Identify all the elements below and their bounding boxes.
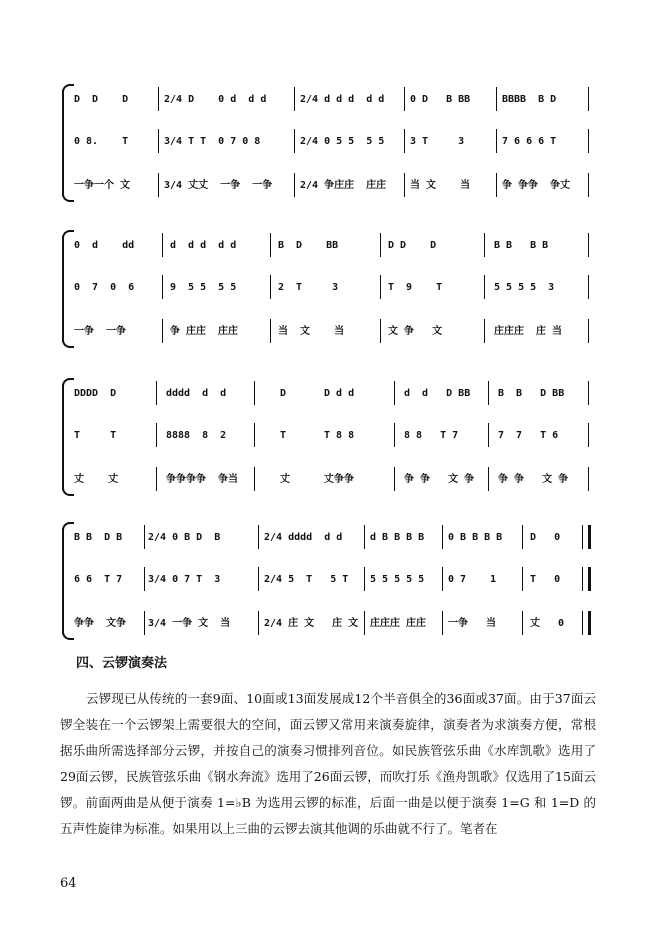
score-row (74, 614, 594, 634)
barline (394, 423, 395, 447)
barline (254, 381, 255, 405)
measure: D D D (74, 94, 129, 105)
measure: 争 庄庄 庄庄 (170, 326, 239, 337)
barline (380, 233, 381, 257)
measure: 0 7 0 6 (74, 282, 135, 293)
barline (588, 319, 589, 343)
barline (270, 233, 271, 257)
barline (484, 233, 485, 257)
score-row (74, 90, 594, 110)
barline (144, 567, 145, 591)
final-barline (588, 567, 591, 591)
barline (588, 173, 589, 197)
measure: d B B B B (370, 532, 425, 543)
barline (364, 525, 365, 549)
measure: 争 争 文 争 (498, 474, 569, 485)
measure: 庄庄庄 庄 当 (494, 326, 563, 337)
barline (258, 525, 259, 549)
barline (588, 233, 589, 257)
barline (442, 525, 443, 549)
measure: 0 7 1 (448, 574, 497, 585)
barline (380, 319, 381, 343)
barline (294, 129, 295, 153)
barline (294, 87, 295, 111)
measure: 2 T 3 (278, 282, 339, 293)
measure: 争争 文争 (74, 618, 127, 629)
system-brace (62, 90, 72, 196)
measure: BBBB B D (502, 94, 557, 105)
barline (588, 275, 589, 299)
score-system-2 (62, 230, 594, 350)
score-system-3 (62, 378, 594, 498)
measure: 丈争争 (324, 474, 354, 485)
measure: 一争 当 (448, 618, 497, 629)
score-row (74, 384, 594, 404)
score-row (74, 426, 594, 446)
barline (258, 611, 259, 635)
barline (158, 129, 159, 153)
barline (144, 611, 145, 635)
measure: 0 d dd (74, 240, 135, 251)
section-heading: 四、云锣演奏法 (76, 656, 168, 671)
barline (162, 233, 163, 257)
measure: 2/4 争庄庄 庄庄 (300, 180, 387, 191)
body-text (60, 686, 596, 842)
barline (522, 611, 523, 635)
barline (270, 275, 271, 299)
measure: 0 B B B B (448, 532, 503, 543)
measure: 争争争争 争当 (166, 474, 239, 485)
barline (522, 525, 523, 549)
measure: 2/4 dddd d d (264, 532, 343, 543)
barline (496, 173, 497, 197)
measure: 丈 0 (530, 618, 565, 629)
measure: T (280, 430, 287, 441)
measure: 文 争 文 (388, 326, 443, 337)
measure: T 9 T (388, 282, 443, 293)
measure: 当 文 当 (278, 326, 345, 337)
measure: 2/4 5 T 5 T (264, 574, 349, 585)
barline (294, 173, 295, 197)
barline (588, 423, 589, 447)
barline (404, 173, 405, 197)
measure: T 8 8 (324, 430, 355, 441)
score-row (74, 278, 594, 298)
barline (156, 381, 157, 405)
measure: 3/4 丈丈 一争 一争 (164, 180, 273, 191)
barline (364, 567, 365, 591)
barline (394, 381, 395, 405)
measure: T T (74, 430, 117, 441)
barline (158, 87, 159, 111)
system-brace (62, 384, 72, 490)
measure: 丈 (280, 474, 290, 485)
measure: 2/4 0 5 5 5 5 (300, 136, 385, 147)
measure: B B D B (74, 532, 123, 543)
measure: 争 争争 争丈 (502, 180, 571, 191)
measure: D (280, 388, 287, 399)
measure: 9 5 5 5 5 (170, 282, 237, 293)
barline (588, 467, 589, 491)
measure: 3/4 T T 0 7 0 8 (164, 136, 261, 147)
barline (588, 129, 589, 153)
measure: 一争 一争 (74, 326, 127, 337)
measure: 8 8 T 7 (404, 430, 459, 441)
measure: 7 6 6 6 T (502, 136, 557, 147)
measure: D d d (324, 388, 355, 399)
measure: 6 6 T 7 (74, 574, 123, 585)
measure: 8888 8 2 (166, 430, 227, 441)
barline (404, 87, 405, 111)
score-row (74, 236, 594, 256)
barline (258, 567, 259, 591)
measure: d d D BB (404, 388, 471, 399)
barline (156, 423, 157, 447)
measure: D 0 (530, 532, 561, 543)
barline (488, 381, 489, 405)
barline (254, 423, 255, 447)
measure: 0 D B BB (410, 94, 471, 105)
measure: 2/4 0 B D B (148, 532, 221, 543)
page-number: 64 (60, 876, 77, 891)
barline (158, 173, 159, 197)
score-row (74, 528, 594, 548)
score-system-1 (62, 84, 594, 204)
measure: T 0 (530, 574, 561, 585)
barline (484, 275, 485, 299)
barline (394, 467, 395, 491)
measure: 5 5 5 5 5 (370, 574, 425, 585)
measure: 7 7 T 6 (498, 430, 559, 441)
barline (162, 319, 163, 343)
measure: 5 5 5 5 3 (494, 282, 555, 293)
barline (588, 87, 589, 111)
measure: 争 争 文 争 (404, 474, 475, 485)
barline (144, 525, 145, 549)
measure: 2/4 庄 文 庄 文 (264, 618, 359, 629)
barline (270, 319, 271, 343)
score-row (74, 176, 594, 196)
measure: 当 文 当 (410, 180, 471, 191)
measure: 丈 丈 (74, 474, 119, 485)
measure: D D D (388, 240, 437, 251)
system-brace (62, 236, 72, 342)
measure: 3/4 0 7 T 3 (148, 574, 221, 585)
measure: 3/4 一争 文 当 (148, 618, 231, 629)
measure: B D BB (278, 240, 339, 251)
barline (522, 567, 523, 591)
barline (488, 467, 489, 491)
measure: 3 T 3 (410, 136, 465, 147)
final-barline (588, 525, 591, 549)
measure: dddd d d (166, 388, 227, 399)
score-row (74, 470, 594, 490)
measure: 2/4 D 0 d d d (164, 94, 267, 105)
barline (496, 87, 497, 111)
measure: B B D BB (498, 388, 565, 399)
measure: DDDD D (74, 388, 117, 399)
barline (488, 423, 489, 447)
score-row (74, 322, 594, 342)
measure: 一争一个 文 (74, 180, 131, 191)
barline (496, 129, 497, 153)
barline (380, 275, 381, 299)
final-barline (588, 611, 591, 635)
score-system-4 (62, 522, 594, 642)
barline (484, 319, 485, 343)
barline (588, 381, 589, 405)
barline (442, 611, 443, 635)
score-row (74, 132, 594, 152)
measure: 0 8. T (74, 136, 129, 147)
barline (404, 129, 405, 153)
paragraph: 云锣现已从传统的一套9面、10面或13面发展成12个半音俱全的36面或37面。由于37面云锣全装在一个云锣架上需要很大的空间，面云锣又常用来演奏旋律，演奏者为求演奏方便，常根据乐曲所需选择部分云锣，并按自己的演奏习惯排列音位。如民族管弦乐曲《水库凯歌》选用了29面云锣，民族管弦乐曲《钢水奔流》选用了26面云锣，而吹打乐《渔舟凯歌》仅选用了15面云锣。前面两曲是从便于演奏 1=♭B 为选用云锣的标准，后面一曲是以便于演奏 1=G 和 1=D 的五声性旋律为标准。如果用以上三曲的云锣去演其他调的乐曲就不行了。笔者在 (60, 691, 596, 836)
measure: B B B B (494, 240, 549, 251)
score-row (74, 570, 594, 590)
barline (254, 467, 255, 491)
measure: 庄庄庄 庄庄 (370, 618, 427, 629)
barline (162, 275, 163, 299)
barline (442, 567, 443, 591)
barline (364, 611, 365, 635)
measure: 2/4 d d d d d (300, 94, 385, 105)
system-brace (62, 528, 72, 634)
barline (156, 467, 157, 491)
measure: d d d d d (170, 240, 237, 251)
